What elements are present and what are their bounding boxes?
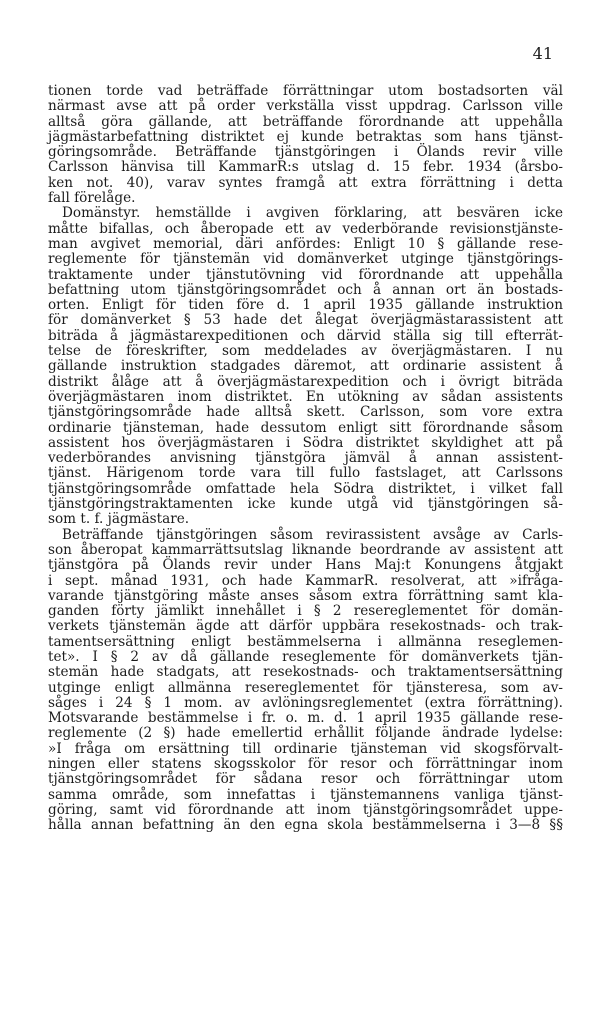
text-line: reglemente för tjänstemän vid domänverket utginge tjänstgörings- xyxy=(48,251,563,268)
text-line: Carlsson hänvisa till KammarR:s utslag d. 15 febr. 1934 (årsbo- xyxy=(48,159,563,176)
text-line: Motsvarande bestämmelse i fr. o. m. d. 1 april 1935 gällande rese- xyxy=(48,710,563,727)
text-line: »I fråga om ersättning till ordinarie tjänsteman vid skogsförvalt- xyxy=(48,740,563,757)
text-line: varande tjänstgöring måste anses såsom extra förrättning samt kla- xyxy=(48,587,563,604)
text-line: ningen eller statens skogsskolor för resor och förrättningar inom xyxy=(48,756,563,773)
text-line: traktamente under tjänstutövning vid förordnande att uppehålla xyxy=(48,266,563,283)
text-line: tjänstgöringsområde omfattade hela Södra distriktet, i vilket fall xyxy=(48,480,563,497)
text-line: hålla annan befattning än den egna skola bestämmelserna i 3—8 §§ xyxy=(48,817,563,834)
body-text xyxy=(48,84,563,834)
text-line: göringsområde. Beträffande tjänstgöringen i Ölands revir ville xyxy=(48,144,563,161)
paragraph-start-line: Domänstyr. hemställde i avgiven förklaring, att besvären icke xyxy=(62,205,563,222)
text-line: orten. Enligt för tiden före d. 1 april 1935 gällande instruktion xyxy=(48,297,563,314)
text-line: vederbörandes anvisning tjänstgöra jämväl å annan assistent- xyxy=(48,450,563,467)
text-line: jägmästarbefattning distriktet ej kunde betraktas som hans tjänst- xyxy=(48,128,563,145)
text-line: måtte bifallas, och åberopade ett av vederbörande revisionstjänste- xyxy=(48,220,563,237)
text-line: utginge enligt allmänna resereglementet för tjänsteresa, som av- xyxy=(48,679,563,696)
text-line: gällande instruktion stadgades däremot, att ordinarie assistent å xyxy=(48,358,563,375)
text-line: tjänstgöra på Ölands revir under Hans Maj:t Konungens åtgjakt xyxy=(48,557,563,574)
text-line: reglemente (2 §) hade emellertid erhållit följande ändrade lydelse: xyxy=(48,725,563,742)
text-line: ganden förty jämlikt innehållet i § 2 resereglementet för domän- xyxy=(48,603,563,620)
text-line: tamentsersättning enligt bestämmelserna i allmänna reseglemen- xyxy=(48,633,563,650)
text-line: fall förelåge. xyxy=(48,190,136,207)
text-line: assistent hos överjägmästaren i Södra distriktet skyldighet att på xyxy=(48,434,563,451)
text-line: tjänstgöringstraktamenten icke kunde utgå vid tjänstgöringen så- xyxy=(48,496,563,513)
text-line: befattning utom tjänstgöringsområdet och å annan ort än bostads- xyxy=(48,281,563,298)
text-line: tjänstgöringsområdet för sådana resor och förrättningar utom xyxy=(48,771,563,788)
text-line: son åberopat kammarrättsutslag liknande beordrande av assistent att xyxy=(48,541,563,558)
text-line: såges i 24 § 1 mom. av avlöningsreglementet (extra förrättning). xyxy=(48,694,563,711)
text-line: för domänverket § 53 hade det ålegat överjägmästarassistent att xyxy=(48,312,563,329)
text-line: tet». I § 2 av då gällande reseglemente för domänverkets tjän- xyxy=(48,648,563,665)
text-line: tjänstgöringsområde hade alltså skett. Carlsson, som vore extra xyxy=(48,404,563,421)
text-line: närmast avse att på order verkställa visst uppdrag. Carlsson ville xyxy=(48,98,563,115)
text-line: stemän hade stadgats, att resekostnads- och traktamentsersättning xyxy=(48,664,563,681)
text-line: verkets tjänstemän ägde att därför uppbära resekostnads- och trak- xyxy=(48,618,563,635)
text-line: samma område, som innefattas i tjänstemannens vanliga tjänst- xyxy=(48,786,563,803)
text-line: som t. f. jägmästare. xyxy=(48,511,190,528)
text-line: ken not. 40), varav syntes framgå att extra förrättning i detta xyxy=(48,174,563,191)
paragraph-start-line: Beträffande tjänstgöringen såsom revirassistent avsåge av Carls- xyxy=(62,526,563,543)
text-line: alltså göra gällande, att beträffande förordnande att uppehålla xyxy=(48,113,563,130)
text-line: man avgivet memorial, däri anfördes: Enligt 10 § gällande rese- xyxy=(48,235,563,252)
text-line: biträda å jägmästarexpeditionen och därvid ställa sig till efterrät- xyxy=(48,327,563,344)
text-line: tjänst. Härigenom torde vara till fullo fastslaget, att Carlssons xyxy=(48,465,563,482)
text-line: distrikt ålåge att å överjägmästarexpedition och i övrigt biträda xyxy=(48,373,563,390)
text-line: telse de föreskrifter, som meddelades av överjägmästaren. I nu xyxy=(48,343,563,360)
text-line: tionen torde vad beträffade förrättningar utom bostadsorten väl xyxy=(48,83,563,99)
text-line: i sept. månad 1931, och hade KammarR. resolverat, att »ifråga- xyxy=(48,572,563,589)
text-line: ordinarie tjänsteman, hade dessutom enligt sitt förordnande såsom xyxy=(48,419,563,436)
text-line: göring, samt vid förordnande att inom tjänstgöringsområdet uppe- xyxy=(48,801,563,818)
text-line: överjägmästaren inom distriktet. En utökning av sådan assistents xyxy=(48,388,563,405)
page-number: 41 xyxy=(532,44,553,63)
